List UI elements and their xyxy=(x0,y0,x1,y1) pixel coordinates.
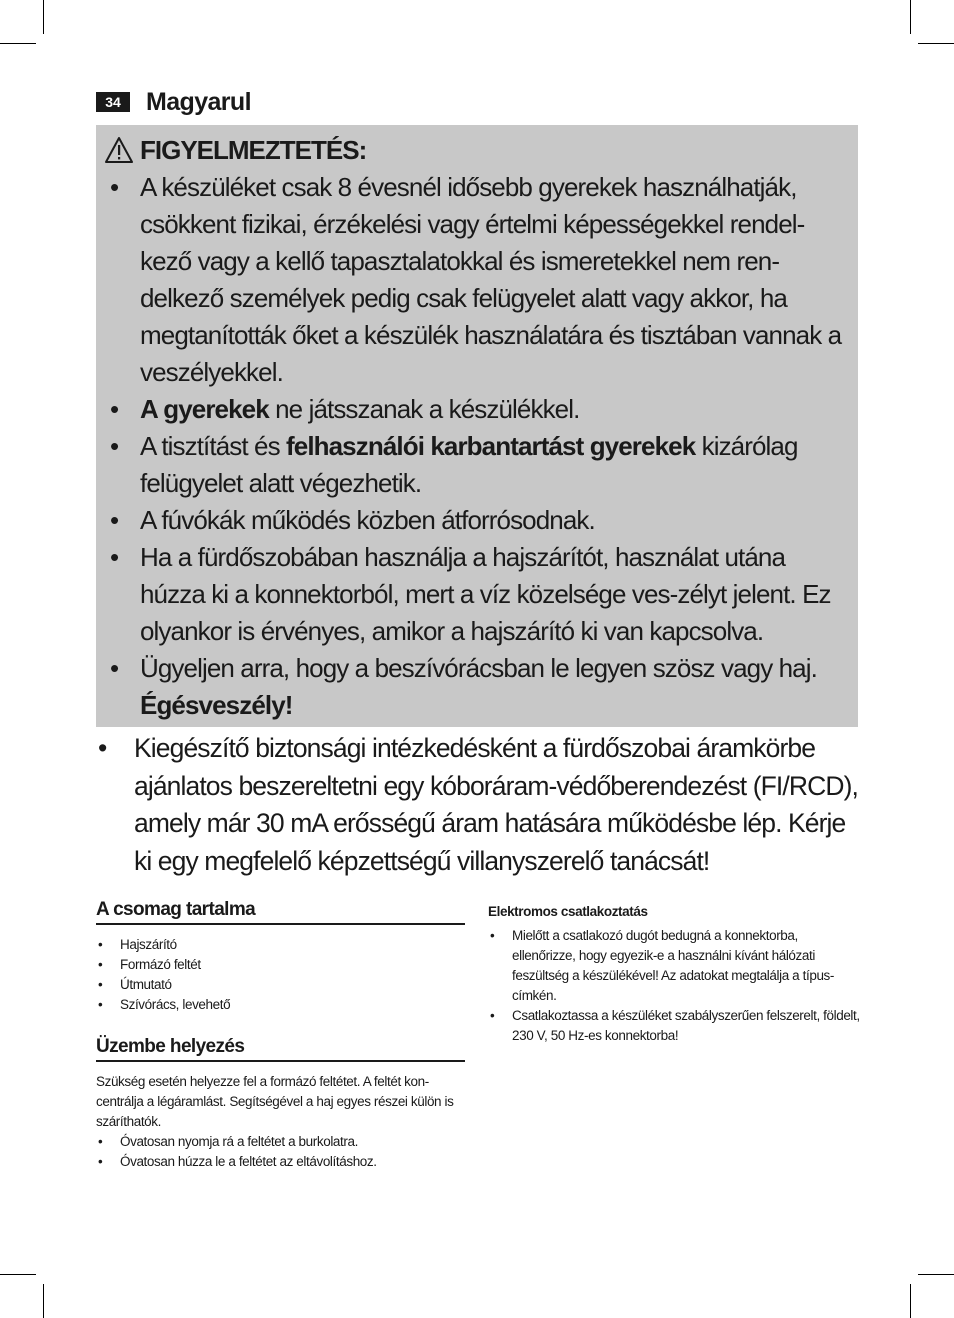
bullet-icon: • xyxy=(98,977,103,992)
bullet-icon: • xyxy=(110,394,119,424)
list-item xyxy=(96,730,866,880)
setup-text: Szükség esetén helyezze fel a formázó feltétet. A feltét kon-centrálja a légáramlást. Segítségével a haj egyes részei külön is száríthatók. xyxy=(96,1074,454,1129)
item-text: kizárólag felügyelet alatt végezhetik. xyxy=(140,431,798,498)
language-title: Magyarul xyxy=(146,87,251,116)
bullet-icon: • xyxy=(98,733,107,763)
warning-title xyxy=(104,131,848,169)
page-number: 34 xyxy=(96,92,130,112)
right-column xyxy=(488,902,860,1046)
item-text: Kiegészítő biztonsági intézkedésként a fürdőszobai áramkörbe ajánlatos beszereltetni egy kóboráram-védőberendezést (FI/RCD), amely már 30 mA erősségű áram hatására működésbe lép. Kérje ki egy megfelelő képzettségű villanyszerelő tanácsát! xyxy=(134,733,858,876)
bullet-icon: • xyxy=(490,1008,495,1023)
list-item xyxy=(96,995,465,1015)
list-item xyxy=(488,926,860,1006)
bullet-icon: • xyxy=(98,1154,103,1169)
setup-heading: Üzembe helyezés xyxy=(96,1037,465,1062)
bullet-icon: • xyxy=(490,928,495,943)
list-item xyxy=(104,502,848,539)
bullet-icon: • xyxy=(110,505,119,535)
item-text: Szívórács, levehető xyxy=(120,997,231,1012)
warning-title-text: FIGYELMEZTETÉS: xyxy=(140,134,367,165)
bullet-icon: • xyxy=(110,653,119,683)
warning-box xyxy=(96,125,858,727)
item-bold-text: Égésveszély! xyxy=(140,690,293,720)
crop-mark xyxy=(910,0,911,34)
crop-mark xyxy=(918,43,954,44)
warning-icon xyxy=(104,136,134,164)
list-item xyxy=(488,1006,860,1046)
crop-mark xyxy=(0,43,36,44)
bullet-icon: • xyxy=(98,1134,103,1149)
list-item xyxy=(104,539,848,650)
item-text: Ügyeljen arra, hogy a beszívórácsban le legyen szösz vagy haj. xyxy=(140,653,817,683)
list-item xyxy=(96,935,465,955)
package-list xyxy=(96,935,465,1015)
item-text: Mielőtt a csatlakozó dugót bedugná a konnektorba, ellenőrizze, hogy egyezik-e a használni kívánt hálózati feszültség a készülékével! Az adatokat megtalálja a típus-címkén. xyxy=(512,928,834,1003)
crop-mark xyxy=(0,1274,36,1275)
extra-safety-list xyxy=(96,730,866,880)
crop-mark xyxy=(910,1284,911,1318)
item-text: A fúvókák működés közben átforrósodnak. xyxy=(140,505,595,535)
bullet-icon: • xyxy=(110,172,119,202)
list-item xyxy=(96,1132,465,1152)
list-item xyxy=(96,955,465,975)
crop-mark xyxy=(43,0,44,34)
item-text: A készüléket csak 8 évesnél idősebb gyerekek használhatják, csökkent fizikai, érzékelési vagy értelmi képességekkel rendel-kező vagy a kellő tapasztalatokkal és ismeretekkel nem ren-delkező személyek pedig csak felügyelet alatt vagy akkor, ha megtanították őket a készülék használatára és tisztában vannak a veszélyekkel. xyxy=(140,172,842,387)
crop-mark xyxy=(918,1274,954,1275)
item-bold-text: felhasználói karbantartást gyerekek xyxy=(286,431,696,461)
setup-list xyxy=(96,1132,465,1172)
item-text: Óvatosan húzza le a feltétet az eltávolításhoz. xyxy=(120,1154,377,1169)
bullet-icon: • xyxy=(110,542,119,572)
item-text: Formázó feltét xyxy=(120,957,201,972)
package-heading: A csomag tartalma xyxy=(96,900,465,925)
bullet-icon: • xyxy=(98,997,103,1012)
electrical-heading: Elektromos csatlakoztatás xyxy=(488,904,648,919)
list-item xyxy=(104,650,848,724)
item-text: Csatlakoztassa a készüléket szabályszerűen felszerelt, földelt, 230 V, 50 Hz-es konnektorba! xyxy=(512,1008,860,1043)
item-text: Ha a fürdőszobában használja a hajszárítót, használat utána húzza ki a konnektorból, mert a víz közelsége ves-zélyt jelent. Ez olyankor is érvényes, amikor a hajszárító ki van kapcsolva. xyxy=(140,542,831,646)
page-header xyxy=(96,88,251,116)
list-item xyxy=(104,428,848,502)
item-text: Útmutató xyxy=(120,977,172,992)
item-bold-text: A gyerekek xyxy=(140,394,269,424)
bullet-icon: • xyxy=(110,431,119,461)
warning-list xyxy=(104,169,848,724)
bullet-icon: • xyxy=(98,957,103,972)
item-text: ne játsszanak a készülékkel. xyxy=(268,394,580,424)
item-text: Hajszárító xyxy=(120,937,177,952)
list-item xyxy=(104,391,848,428)
crop-mark xyxy=(43,1284,44,1318)
list-item xyxy=(96,1152,465,1172)
electrical-list xyxy=(488,926,860,1046)
list-item xyxy=(96,975,465,995)
item-text: Óvatosan nyomja rá a feltétet a burkolatra. xyxy=(120,1134,358,1149)
bullet-icon: • xyxy=(98,937,103,952)
list-item xyxy=(104,169,848,391)
item-text: A tisztítást és xyxy=(140,431,286,461)
left-column xyxy=(96,900,465,1172)
